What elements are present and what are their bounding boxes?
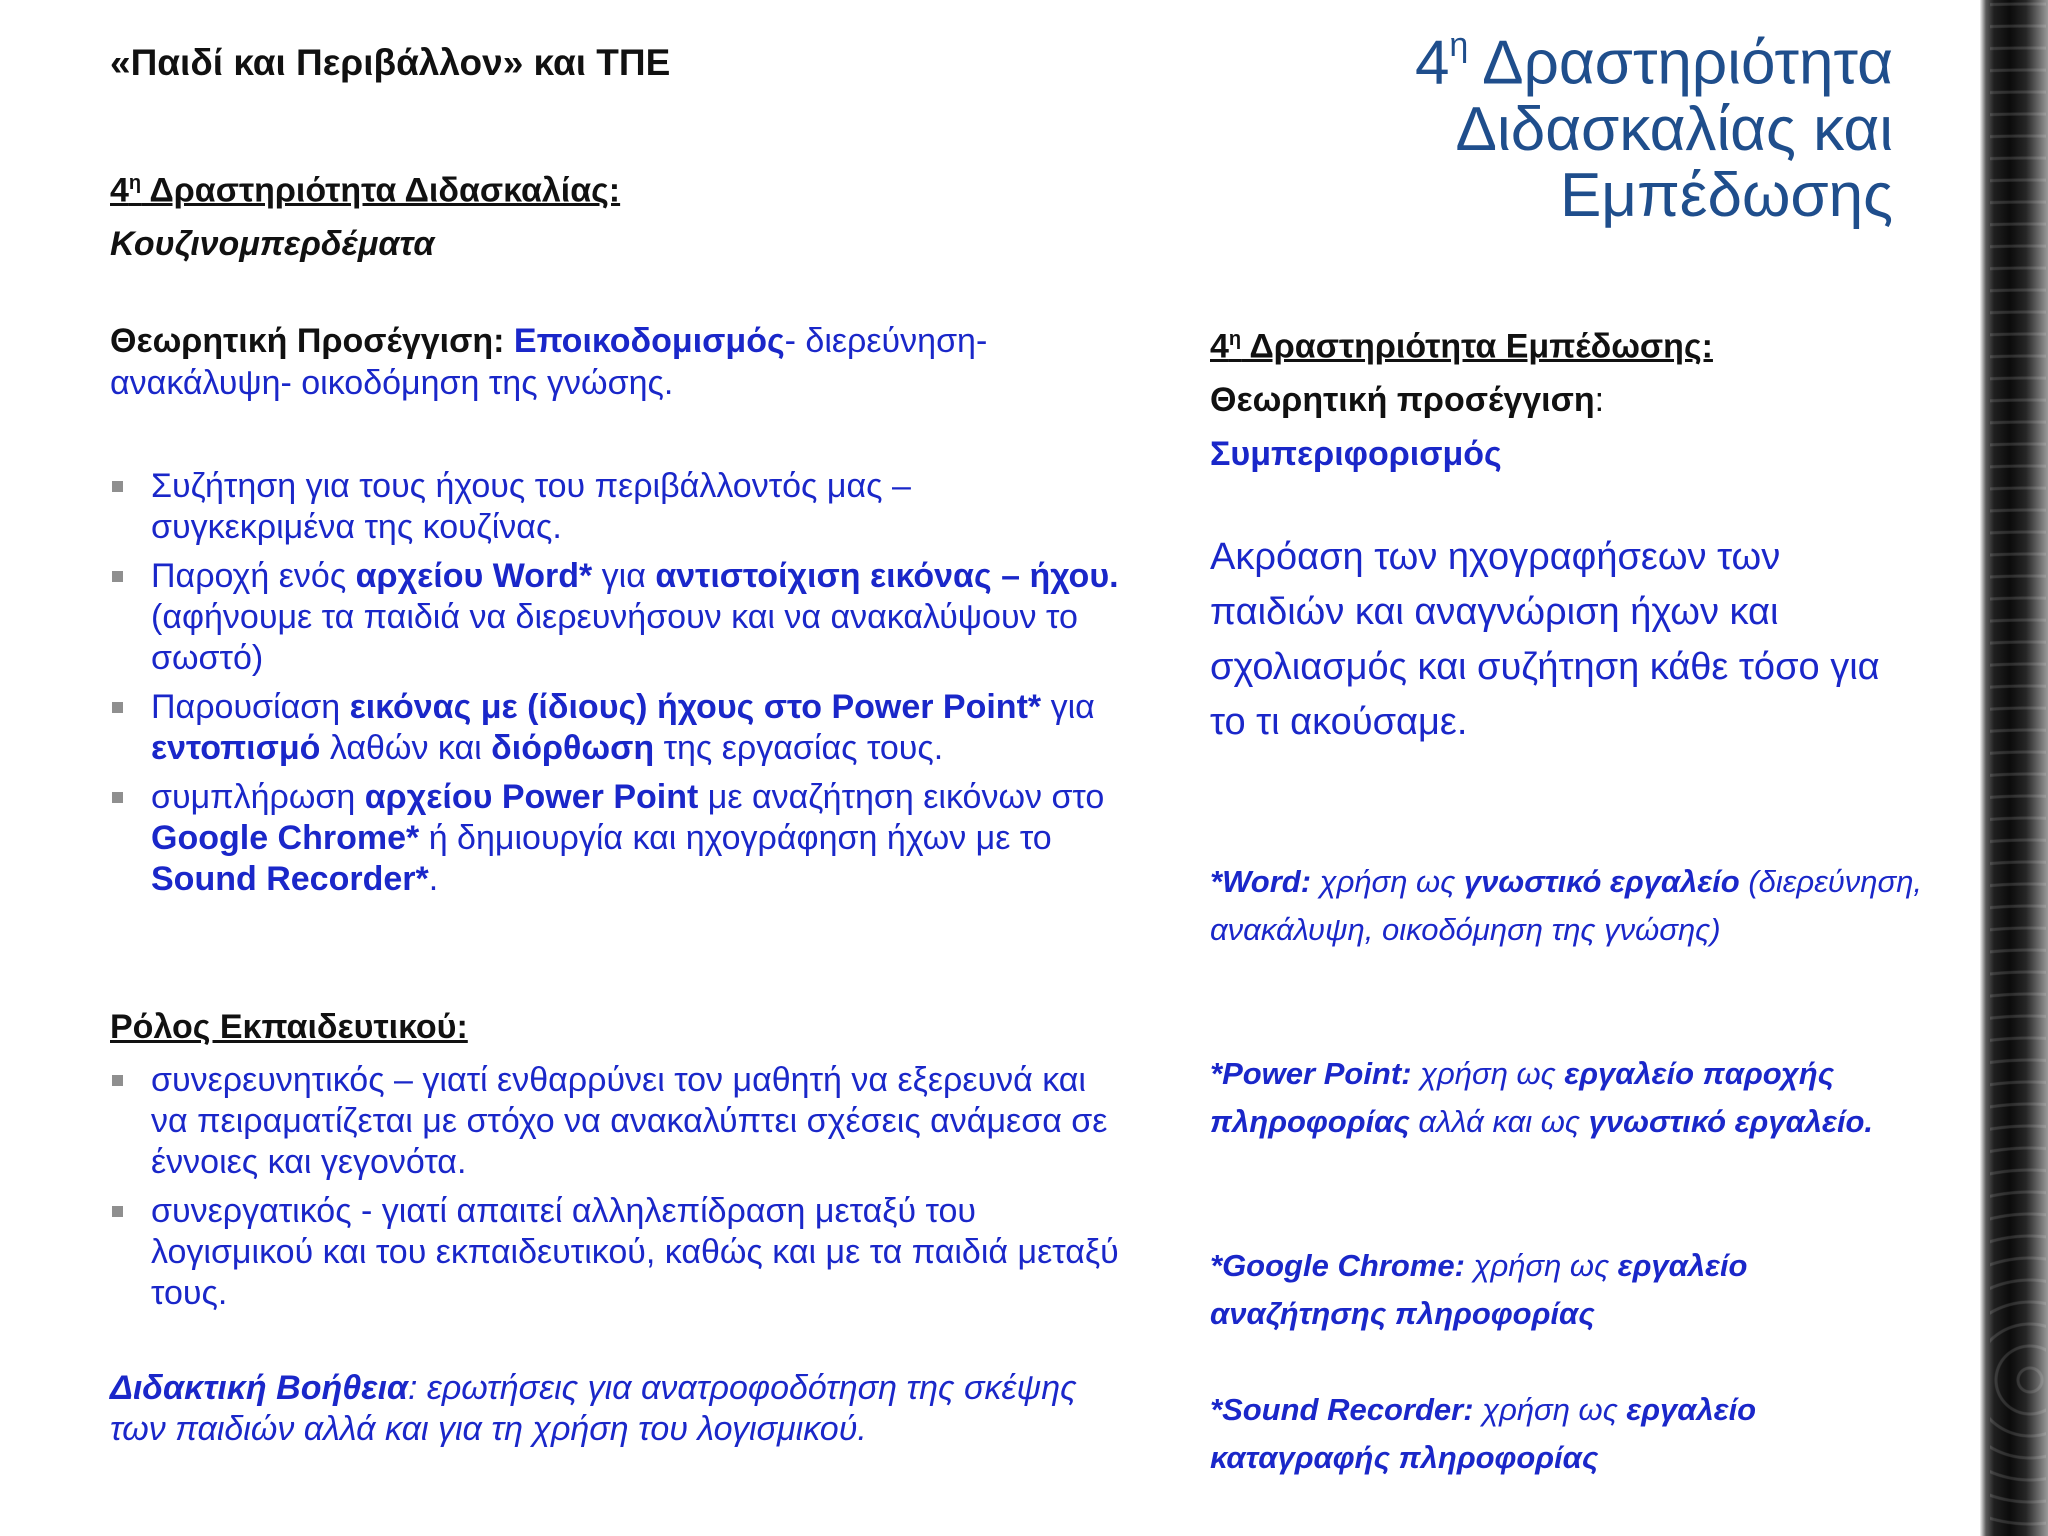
text-run: για [1041,688,1095,726]
square-bullet-icon [112,792,123,803]
text-run: χρήση ως [1311,864,1464,899]
square-bullet-icon [112,1075,123,1086]
title-sup: η [1449,26,1469,64]
title-line-3: Εμπέδωσης [1559,160,1893,230]
text-run: Google Chrome* [151,819,420,857]
left-approach [110,320,1110,404]
role-title: Ρόλος Εκπαιδευτικού: [110,1008,468,1046]
course-title: «Παιδί και Περιβάλλον» και ΤΠΕ [110,42,671,83]
role-text: συνερευνητικός – γιατί ενθαρρύνει τον μαθητή να εξερευνά και να πειραματίζεται με στόχο να ανακαλύπτει σχέσεις ανάμεσα σε έννοιες και γεγονότα. [151,1061,1108,1181]
text-run: (διερεύνηση, ανακάλυψη, οικοδόμηση της γνώσης) [1210,864,1923,947]
approach-term: Εποικοδομισμός [513,322,785,360]
text-run: Παροχή ενός [151,557,356,595]
text-run: με αναζήτηση εικόνων στο [698,778,1105,816]
text-run: αντιστοίχιση εικόνας – ήχου. [655,557,1119,595]
note-google-chrome [1210,1242,1930,1338]
right-approach-term: Συμπεριφορισμός [1210,435,1502,474]
text-run: *Google Chrome: [1210,1248,1465,1283]
text-run: εργαλείο καταγραφής πληροφορίας [1210,1392,1757,1475]
role-list [110,1060,1120,1322]
activity-name: Κουζινομπερδέματα [110,225,435,264]
approach-rest: - διερεύνηση-ανακάλυψη- οικοδόμηση της γνώσης. [110,322,988,402]
listening-text: Ακρόαση των ηχογραφήσεων των παιδιών και αναγνώριση ήχων και σχολιασμός και συζήτηση κάθε τόσο για το τι ακούσαμε. [1210,536,1880,743]
approach-label: Θεωρητική Προσέγγιση: [110,322,514,360]
left-activity-label: Δραστηριότητα Διδασκαλίας: [141,171,621,210]
text-run: εργαλείο αναζήτησης πληροφορίας [1210,1248,1748,1331]
role-item [110,1060,1120,1183]
text-run: της εργασίας τους. [654,729,944,767]
text-run: *Power Point: [1210,1056,1412,1091]
text-run: εικόνας με (ίδιους) ήχους στο Power Point* [349,688,1042,726]
text-run: Sound Recorder* [151,860,429,898]
left-activity-heading [110,156,620,271]
left-activity-num: 4 [110,171,129,210]
text-run: γνωστικό εργαλείο. [1588,1104,1874,1139]
text-run: αλλά και ως [1409,1104,1589,1139]
note-sound-recorder [1210,1386,1930,1482]
text-run: αρχείου Power Point [364,778,699,816]
text-run: διόρθωση [491,729,655,767]
bullet-item [110,556,1120,679]
text-run: (αφήνουμε τα παιδιά να διερευνήσουν και να ανακαλύψουν το σωστό) [151,598,1078,677]
text-run: συμπλήρωση [151,778,365,816]
square-bullet-icon [112,571,123,582]
text-run: χρήση ως [1473,1392,1627,1427]
text-run: λαθών και [320,729,492,767]
bullet-item [110,466,1120,548]
text-run: εντοπισμό [151,729,321,767]
bullet-item [110,687,1120,769]
text-run: ή δημιουργία και ηχογράφηση ήχων με το [419,819,1052,857]
title-line-2: Διδασκαλίας και [1455,94,1893,164]
text-run: . [428,860,439,898]
square-bullet-icon [112,481,123,492]
text-run: αρχείου Word* [355,557,593,595]
role-text: συνεργατικός - γιατί απαιτεί αλληλεπίδραση μεταξύ του λογισμικού και του εκπαιδευτικού, καθώς και με τα παιδιά μεταξύ τους. [151,1192,1119,1312]
role-item [110,1191,1120,1314]
text-run: *Sound Recorder: [1210,1392,1474,1427]
note-power-point [1210,1050,1930,1146]
right-activity-sup: η [1228,328,1242,350]
aid-label: Διδακτική Βοήθεια [110,1369,408,1407]
text-run: χρήση ως [1464,1248,1618,1283]
text-run: εργαλείο παροχής πληροφορίας [1210,1056,1835,1139]
title-num: 4 [1414,28,1450,98]
text-run: Συζήτηση για τους ήχους του περιβάλλοντός μας – συγκεκριμένα της κουζίνας. [151,467,911,546]
square-bullet-icon [112,702,123,713]
left-activity-sup: η [128,172,142,194]
right-activity-num: 4 [1210,327,1229,366]
text-run: *Word: [1210,864,1312,899]
text-run: χρήση ως [1411,1056,1565,1091]
text-run: για [592,557,656,595]
teaching-aid [110,1368,1120,1450]
slide-title [1173,18,1893,229]
text-run: Παρουσίαση [151,688,350,726]
right-approach-label: Θεωρητική προσέγγιση [1210,381,1595,420]
aid-text: : ερωτήσεις για ανατροφοδότηση της σκέψης των παιδιών αλλά και για τη χρήση του λογισμικού. [110,1369,1077,1448]
note-word [1210,858,1930,954]
square-bullet-icon [112,1206,123,1217]
right-activity-heading [1210,312,1713,481]
bullet-item [110,777,1120,900]
right-approach-colon: : [1594,381,1605,420]
activity-bullets [110,466,1120,908]
title-line-1: Δραστηριότητα [1468,28,1893,98]
text-run: γνωστικό εργαλείο [1463,864,1740,899]
right-activity-label: Δραστηριότητα Εμπέδωσης: [1241,327,1713,366]
decorative-edge [1980,0,2048,1536]
